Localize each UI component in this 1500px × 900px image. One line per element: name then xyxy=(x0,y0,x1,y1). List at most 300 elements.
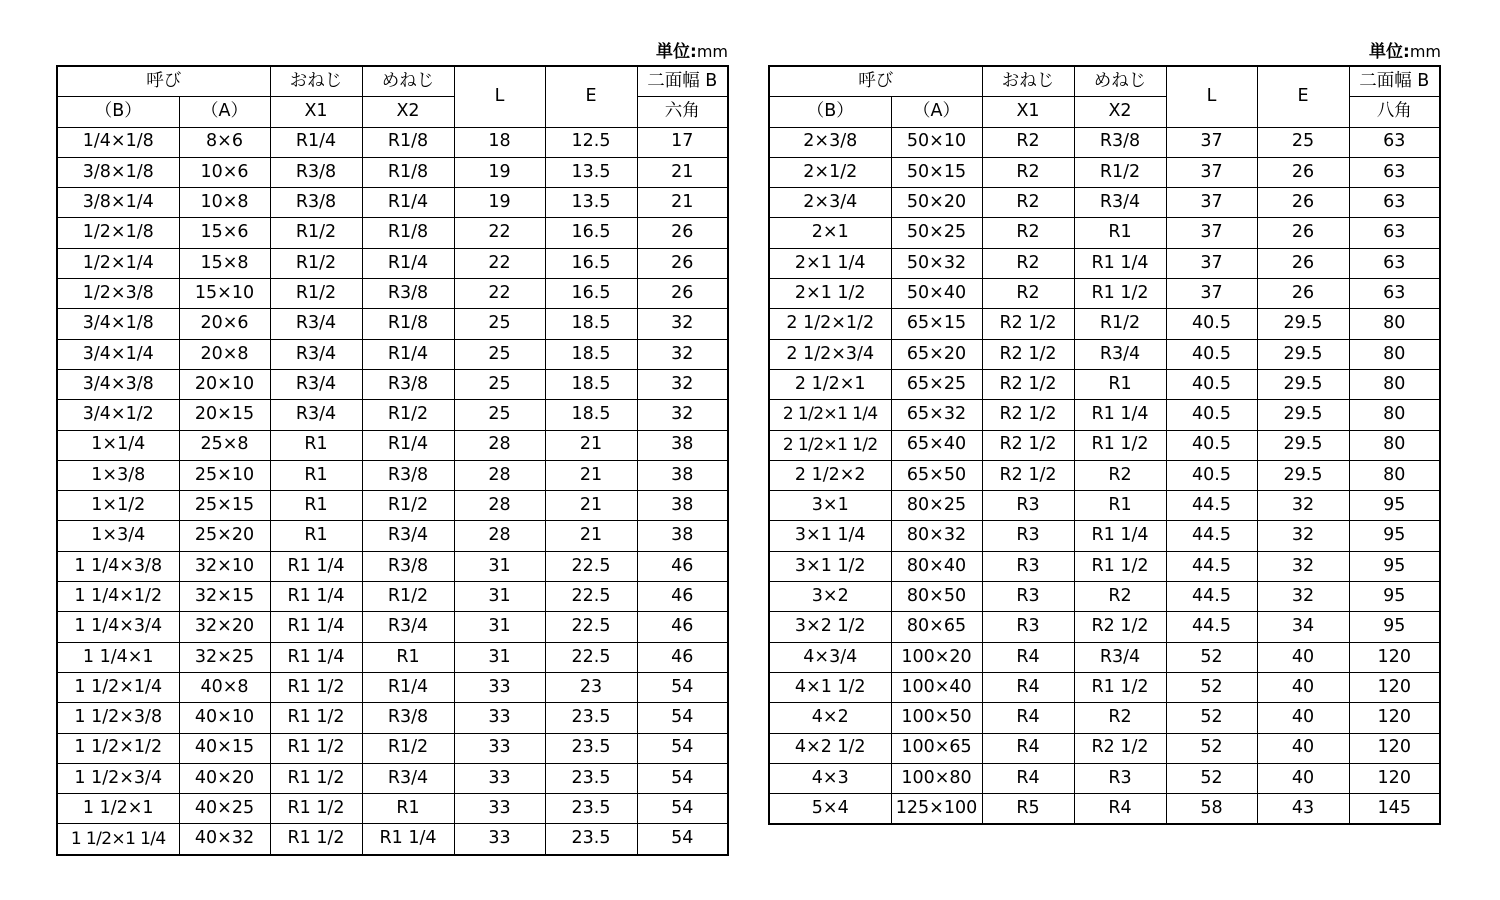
cell-width-across-flats: 26 xyxy=(637,218,728,248)
cell-E: 25 xyxy=(1257,127,1349,157)
cell-width-across-flats: 54 xyxy=(637,824,728,855)
cell-nominal-a: 25×8 xyxy=(179,430,270,460)
cell-female-thread: R1/2 xyxy=(1074,157,1166,187)
cell-nominal-b: 2 1/2×2 xyxy=(769,460,891,490)
table-row xyxy=(769,188,1440,218)
cell-female-thread: R3/8 xyxy=(362,279,454,309)
cell-E: 12.5 xyxy=(545,127,637,157)
cell-nominal-b: 3×2 xyxy=(769,582,891,612)
cell-nominal-b: 1/2×3/8 xyxy=(57,279,179,309)
table-row xyxy=(769,672,1440,702)
cell-width-across-flats: 63 xyxy=(1349,218,1440,248)
cell-nominal-b: 1 1/2×1/4 xyxy=(57,672,179,702)
table-row xyxy=(769,642,1440,672)
cell-E: 40 xyxy=(1257,763,1349,793)
cell-male-thread: R2 xyxy=(982,248,1074,278)
cell-male-thread: R4 xyxy=(982,703,1074,733)
cell-female-thread: R1/2 xyxy=(362,733,454,763)
header-row-1 xyxy=(57,66,728,97)
cell-male-thread: R2 1/2 xyxy=(982,400,1074,430)
cell-male-thread: R1 xyxy=(270,460,362,490)
header-sub-A: （A） xyxy=(891,97,982,127)
cell-E: 22.5 xyxy=(545,612,637,642)
cell-width-across-flats: 63 xyxy=(1349,279,1440,309)
cell-E: 13.5 xyxy=(545,188,637,218)
cell-width-across-flats: 63 xyxy=(1349,127,1440,157)
header-sub-X2: X2 xyxy=(362,97,454,127)
cell-L: 33 xyxy=(454,672,545,702)
table-row xyxy=(769,612,1440,642)
table-row xyxy=(57,400,728,430)
cell-L: 25 xyxy=(454,400,545,430)
header-width-across-flats: 二面幅 B xyxy=(637,66,728,97)
cell-E: 29.5 xyxy=(1257,339,1349,369)
cell-E: 29.5 xyxy=(1257,369,1349,399)
cell-L: 25 xyxy=(454,309,545,339)
cell-nominal-a: 80×50 xyxy=(891,582,982,612)
cell-width-across-flats: 120 xyxy=(1349,733,1440,763)
cell-nominal-b: 2 1/2×1 1/2 xyxy=(769,430,891,460)
cell-E: 23.5 xyxy=(545,763,637,793)
cell-L: 40.5 xyxy=(1166,309,1257,339)
header-sub-X1: X1 xyxy=(982,97,1074,127)
table-row xyxy=(57,188,728,218)
cell-nominal-a: 80×25 xyxy=(891,491,982,521)
cell-nominal-a: 32×10 xyxy=(179,551,270,581)
table-row xyxy=(57,733,728,763)
cell-nominal-a: 40×8 xyxy=(179,672,270,702)
table-row xyxy=(57,460,728,490)
cell-female-thread: R1/8 xyxy=(362,218,454,248)
cell-width-across-flats: 80 xyxy=(1349,369,1440,399)
cell-L: 28 xyxy=(454,430,545,460)
table-row xyxy=(57,218,728,248)
cell-nominal-b: 2×3/8 xyxy=(769,127,891,157)
cell-female-thread: R3/4 xyxy=(1074,188,1166,218)
cell-L: 44.5 xyxy=(1166,491,1257,521)
cell-female-thread: R1 1/4 xyxy=(362,824,454,855)
cell-female-thread: R1 xyxy=(362,794,454,824)
cell-female-thread: R1/4 xyxy=(362,339,454,369)
header-L: L xyxy=(454,66,545,127)
table-row xyxy=(57,703,728,733)
cell-female-thread: R3/4 xyxy=(1074,642,1166,672)
header-width-across-flats: 二面幅 B xyxy=(1349,66,1440,97)
cell-L: 33 xyxy=(454,763,545,793)
cell-nominal-a: 100×65 xyxy=(891,733,982,763)
cell-nominal-a: 25×20 xyxy=(179,521,270,551)
cell-L: 52 xyxy=(1166,733,1257,763)
cell-nominal-a: 50×25 xyxy=(891,218,982,248)
cell-male-thread: R1 1/2 xyxy=(270,733,362,763)
cell-male-thread: R3 xyxy=(982,612,1074,642)
table-row xyxy=(769,157,1440,187)
table-row xyxy=(769,491,1440,521)
cell-nominal-b: 1 1/2×3/4 xyxy=(57,763,179,793)
table-row xyxy=(57,430,728,460)
cell-E: 22.5 xyxy=(545,642,637,672)
cell-E: 23.5 xyxy=(545,733,637,763)
cell-nominal-a: 50×10 xyxy=(891,127,982,157)
table-row xyxy=(57,672,728,702)
cell-L: 40.5 xyxy=(1166,460,1257,490)
cell-nominal-b: 2 1/2×1 1/4 xyxy=(769,400,891,430)
cell-male-thread: R2 1/2 xyxy=(982,339,1074,369)
table-row xyxy=(57,794,728,824)
cell-nominal-b: 4×3/4 xyxy=(769,642,891,672)
cell-female-thread: R1 1/2 xyxy=(1074,279,1166,309)
cell-width-across-flats: 32 xyxy=(637,369,728,399)
cell-L: 22 xyxy=(454,279,545,309)
cell-L: 40.5 xyxy=(1166,369,1257,399)
cell-L: 37 xyxy=(1166,248,1257,278)
cell-width-across-flats: 38 xyxy=(637,430,728,460)
cell-nominal-b: 3/8×1/4 xyxy=(57,188,179,218)
table-row xyxy=(769,339,1440,369)
cell-L: 22 xyxy=(454,248,545,278)
cell-L: 44.5 xyxy=(1166,582,1257,612)
cell-female-thread: R3/8 xyxy=(1074,127,1166,157)
cell-female-thread: R3/8 xyxy=(362,369,454,399)
table-row xyxy=(769,218,1440,248)
cell-L: 40.5 xyxy=(1166,400,1257,430)
cell-nominal-a: 32×25 xyxy=(179,642,270,672)
unit-value-text: mm xyxy=(696,42,728,61)
cell-nominal-b: 4×2 1/2 xyxy=(769,733,891,763)
cell-male-thread: R4 xyxy=(982,763,1074,793)
cell-female-thread: R1 1/2 xyxy=(1074,430,1166,460)
cell-nominal-a: 65×40 xyxy=(891,430,982,460)
cell-male-thread: R1 1/4 xyxy=(270,642,362,672)
cell-male-thread: R4 xyxy=(982,733,1074,763)
cell-male-thread: R2 1/2 xyxy=(982,430,1074,460)
cell-nominal-b: 3/4×1/2 xyxy=(57,400,179,430)
cell-nominal-b: 1 1/2×3/8 xyxy=(57,703,179,733)
cell-male-thread: R3/4 xyxy=(270,400,362,430)
table-row xyxy=(769,763,1440,793)
cell-nominal-a: 50×40 xyxy=(891,279,982,309)
table-row xyxy=(57,824,728,855)
table-row xyxy=(769,400,1440,430)
cell-nominal-a: 40×32 xyxy=(179,824,270,855)
dimension-table-left xyxy=(56,65,729,856)
header-sub-B: （B） xyxy=(57,97,179,127)
cell-L: 19 xyxy=(454,157,545,187)
unit-label-right xyxy=(1369,37,1441,62)
cell-L: 33 xyxy=(454,703,545,733)
cell-male-thread: R3/4 xyxy=(270,309,362,339)
cell-nominal-b: 1 1/4×1/2 xyxy=(57,582,179,612)
cell-female-thread: R2 1/2 xyxy=(1074,733,1166,763)
header-female-thread: めねじ xyxy=(1074,66,1166,97)
cell-nominal-b: 1×3/4 xyxy=(57,521,179,551)
cell-nominal-b: 1/4×1/8 xyxy=(57,127,179,157)
table-row xyxy=(57,642,728,672)
header-male-thread: おねじ xyxy=(982,66,1074,97)
cell-nominal-b: 3×1 1/4 xyxy=(769,521,891,551)
cell-female-thread: R1 1/4 xyxy=(1074,248,1166,278)
cell-male-thread: R1/4 xyxy=(270,127,362,157)
table-row xyxy=(57,551,728,581)
cell-nominal-b: 2×3/4 xyxy=(769,188,891,218)
header-sub-X1: X1 xyxy=(270,97,362,127)
cell-L: 28 xyxy=(454,521,545,551)
cell-male-thread: R2 xyxy=(982,127,1074,157)
cell-male-thread: R2 xyxy=(982,218,1074,248)
cell-nominal-b: 1 1/4×3/8 xyxy=(57,551,179,581)
table-row xyxy=(57,763,728,793)
cell-nominal-a: 65×15 xyxy=(891,309,982,339)
cell-E: 40 xyxy=(1257,642,1349,672)
cell-width-across-flats: 17 xyxy=(637,127,728,157)
cell-nominal-b: 2×1/2 xyxy=(769,157,891,187)
cell-L: 31 xyxy=(454,582,545,612)
cell-nominal-b: 3×1 1/2 xyxy=(769,551,891,581)
cell-nominal-a: 65×20 xyxy=(891,339,982,369)
header-sub-X2: X2 xyxy=(1074,97,1166,127)
cell-female-thread: R3/8 xyxy=(362,703,454,733)
header-E: E xyxy=(1257,66,1349,127)
cell-nominal-a: 10×6 xyxy=(179,157,270,187)
cell-nominal-a: 50×15 xyxy=(891,157,982,187)
cell-female-thread: R1/4 xyxy=(362,188,454,218)
cell-female-thread: R1 1/4 xyxy=(1074,400,1166,430)
cell-nominal-b: 1 1/4×3/4 xyxy=(57,612,179,642)
cell-width-across-flats: 54 xyxy=(637,733,728,763)
cell-nominal-b: 1 1/2×1 xyxy=(57,794,179,824)
cell-female-thread: R1 xyxy=(1074,491,1166,521)
cell-E: 23 xyxy=(545,672,637,702)
cell-female-thread: R1/2 xyxy=(362,491,454,521)
table-row xyxy=(769,703,1440,733)
cell-width-across-flats: 120 xyxy=(1349,672,1440,702)
cell-L: 25 xyxy=(454,369,545,399)
cell-E: 32 xyxy=(1257,491,1349,521)
cell-male-thread: R3 xyxy=(982,551,1074,581)
table-row xyxy=(769,279,1440,309)
table-row xyxy=(769,369,1440,399)
table-row xyxy=(769,521,1440,551)
cell-E: 43 xyxy=(1257,794,1349,825)
cell-nominal-a: 65×50 xyxy=(891,460,982,490)
cell-male-thread: R1 1/4 xyxy=(270,551,362,581)
cell-E: 21 xyxy=(545,460,637,490)
cell-female-thread: R2 xyxy=(1074,703,1166,733)
header-nominal: 呼び xyxy=(769,66,982,97)
cell-width-across-flats: 38 xyxy=(637,460,728,490)
cell-E: 26 xyxy=(1257,157,1349,187)
cell-nominal-a: 65×25 xyxy=(891,369,982,399)
header-L: L xyxy=(1166,66,1257,127)
cell-female-thread: R4 xyxy=(1074,794,1166,825)
table-row xyxy=(769,430,1440,460)
cell-E: 32 xyxy=(1257,551,1349,581)
cell-L: 18 xyxy=(454,127,545,157)
cell-female-thread: R3 xyxy=(1074,763,1166,793)
header-shape: 八角 xyxy=(1349,97,1440,127)
header-sub-A: （A） xyxy=(179,97,270,127)
cell-E: 23.5 xyxy=(545,824,637,855)
unit-value-text: mm xyxy=(1409,42,1441,61)
cell-L: 37 xyxy=(1166,127,1257,157)
cell-L: 52 xyxy=(1166,672,1257,702)
cell-nominal-b: 2×1 xyxy=(769,218,891,248)
cell-female-thread: R1 xyxy=(1074,369,1166,399)
cell-width-across-flats: 21 xyxy=(637,157,728,187)
cell-nominal-a: 8×6 xyxy=(179,127,270,157)
cell-female-thread: R1/8 xyxy=(362,309,454,339)
cell-width-across-flats: 145 xyxy=(1349,794,1440,825)
cell-L: 19 xyxy=(454,188,545,218)
cell-male-thread: R3/4 xyxy=(270,369,362,399)
table-row xyxy=(769,733,1440,763)
cell-female-thread: R1/8 xyxy=(362,157,454,187)
cell-E: 29.5 xyxy=(1257,460,1349,490)
header-nominal: 呼び xyxy=(57,66,270,97)
table-row xyxy=(57,491,728,521)
cell-L: 33 xyxy=(454,794,545,824)
cell-male-thread: R1/2 xyxy=(270,279,362,309)
cell-female-thread: R1 1/4 xyxy=(1074,521,1166,551)
table-row xyxy=(57,339,728,369)
cell-E: 40 xyxy=(1257,733,1349,763)
cell-L: 33 xyxy=(454,733,545,763)
cell-nominal-b: 4×2 xyxy=(769,703,891,733)
table-row xyxy=(769,794,1440,825)
cell-nominal-b: 3/8×1/8 xyxy=(57,157,179,187)
cell-nominal-a: 65×32 xyxy=(891,400,982,430)
cell-male-thread: R2 1/2 xyxy=(982,369,1074,399)
cell-nominal-a: 80×32 xyxy=(891,521,982,551)
cell-nominal-b: 4×3 xyxy=(769,763,891,793)
cell-width-across-flats: 32 xyxy=(637,309,728,339)
cell-nominal-a: 15×6 xyxy=(179,218,270,248)
cell-width-across-flats: 26 xyxy=(637,279,728,309)
cell-nominal-b: 1 1/2×1/2 xyxy=(57,733,179,763)
cell-E: 16.5 xyxy=(545,218,637,248)
cell-E: 18.5 xyxy=(545,400,637,430)
cell-E: 18.5 xyxy=(545,309,637,339)
cell-female-thread: R3/4 xyxy=(362,612,454,642)
cell-L: 37 xyxy=(1166,279,1257,309)
table-row xyxy=(57,612,728,642)
cell-E: 40 xyxy=(1257,703,1349,733)
cell-E: 21 xyxy=(545,491,637,521)
cell-nominal-a: 100×50 xyxy=(891,703,982,733)
cell-female-thread: R3/4 xyxy=(362,521,454,551)
dimension-table-right xyxy=(768,65,1441,825)
cell-female-thread: R1 1/2 xyxy=(1074,551,1166,581)
cell-nominal-a: 20×8 xyxy=(179,339,270,369)
cell-male-thread: R1 xyxy=(270,491,362,521)
cell-male-thread: R3 xyxy=(982,521,1074,551)
cell-nominal-a: 100×80 xyxy=(891,763,982,793)
cell-male-thread: R5 xyxy=(982,794,1074,825)
table-row xyxy=(769,248,1440,278)
cell-L: 28 xyxy=(454,460,545,490)
cell-width-across-flats: 54 xyxy=(637,763,728,793)
cell-male-thread: R1 1/4 xyxy=(270,582,362,612)
cell-nominal-a: 125×100 xyxy=(891,794,982,825)
cell-nominal-b: 2 1/2×3/4 xyxy=(769,339,891,369)
cell-nominal-a: 100×20 xyxy=(891,642,982,672)
table-row xyxy=(769,460,1440,490)
cell-nominal-a: 80×40 xyxy=(891,551,982,581)
cell-female-thread: R1 1/2 xyxy=(1074,672,1166,702)
header-sub-B: （B） xyxy=(769,97,891,127)
cell-E: 18.5 xyxy=(545,339,637,369)
cell-width-across-flats: 46 xyxy=(637,642,728,672)
cell-male-thread: R1 1/4 xyxy=(270,612,362,642)
cell-width-across-flats: 63 xyxy=(1349,248,1440,278)
cell-width-across-flats: 46 xyxy=(637,551,728,581)
cell-male-thread: R3 xyxy=(982,582,1074,612)
cell-male-thread: R1 1/2 xyxy=(270,824,362,855)
cell-female-thread: R1/4 xyxy=(362,430,454,460)
table-row xyxy=(57,369,728,399)
table-row xyxy=(57,521,728,551)
cell-E: 32 xyxy=(1257,521,1349,551)
cell-female-thread: R1/2 xyxy=(1074,309,1166,339)
cell-nominal-a: 50×32 xyxy=(891,248,982,278)
table-row xyxy=(769,582,1440,612)
unit-label-left xyxy=(656,37,728,62)
cell-female-thread: R3/8 xyxy=(362,460,454,490)
header-E: E xyxy=(545,66,637,127)
cell-L: 31 xyxy=(454,612,545,642)
header-row-1 xyxy=(769,66,1440,97)
cell-width-across-flats: 26 xyxy=(637,248,728,278)
cell-nominal-b: 1/2×1/8 xyxy=(57,218,179,248)
cell-E: 21 xyxy=(545,521,637,551)
cell-nominal-b: 2 1/2×1/2 xyxy=(769,309,891,339)
cell-male-thread: R2 xyxy=(982,188,1074,218)
cell-male-thread: R3/4 xyxy=(270,339,362,369)
cell-male-thread: R1 xyxy=(270,430,362,460)
cell-L: 25 xyxy=(454,339,545,369)
cell-width-across-flats: 46 xyxy=(637,582,728,612)
header-shape: 六角 xyxy=(637,97,728,127)
cell-width-across-flats: 38 xyxy=(637,521,728,551)
cell-male-thread: R1 1/2 xyxy=(270,672,362,702)
cell-E: 29.5 xyxy=(1257,430,1349,460)
cell-nominal-a: 32×15 xyxy=(179,582,270,612)
cell-L: 44.5 xyxy=(1166,521,1257,551)
cell-width-across-flats: 54 xyxy=(637,672,728,702)
cell-L: 22 xyxy=(454,218,545,248)
cell-E: 32 xyxy=(1257,582,1349,612)
cell-nominal-a: 15×8 xyxy=(179,248,270,278)
cell-male-thread: R3 xyxy=(982,491,1074,521)
cell-E: 26 xyxy=(1257,218,1349,248)
cell-female-thread: R2 xyxy=(1074,460,1166,490)
header-male-thread: おねじ xyxy=(270,66,362,97)
cell-female-thread: R1 xyxy=(362,642,454,672)
cell-E: 21 xyxy=(545,430,637,460)
cell-male-thread: R1 1/2 xyxy=(270,703,362,733)
cell-male-thread: R1 xyxy=(270,521,362,551)
cell-E: 22.5 xyxy=(545,551,637,581)
cell-E: 16.5 xyxy=(545,279,637,309)
cell-L: 31 xyxy=(454,551,545,581)
cell-female-thread: R1/2 xyxy=(362,582,454,612)
cell-E: 26 xyxy=(1257,188,1349,218)
cell-female-thread: R3/4 xyxy=(362,763,454,793)
cell-nominal-a: 15×10 xyxy=(179,279,270,309)
cell-E: 22.5 xyxy=(545,582,637,612)
cell-L: 31 xyxy=(454,642,545,672)
cell-width-across-flats: 80 xyxy=(1349,309,1440,339)
